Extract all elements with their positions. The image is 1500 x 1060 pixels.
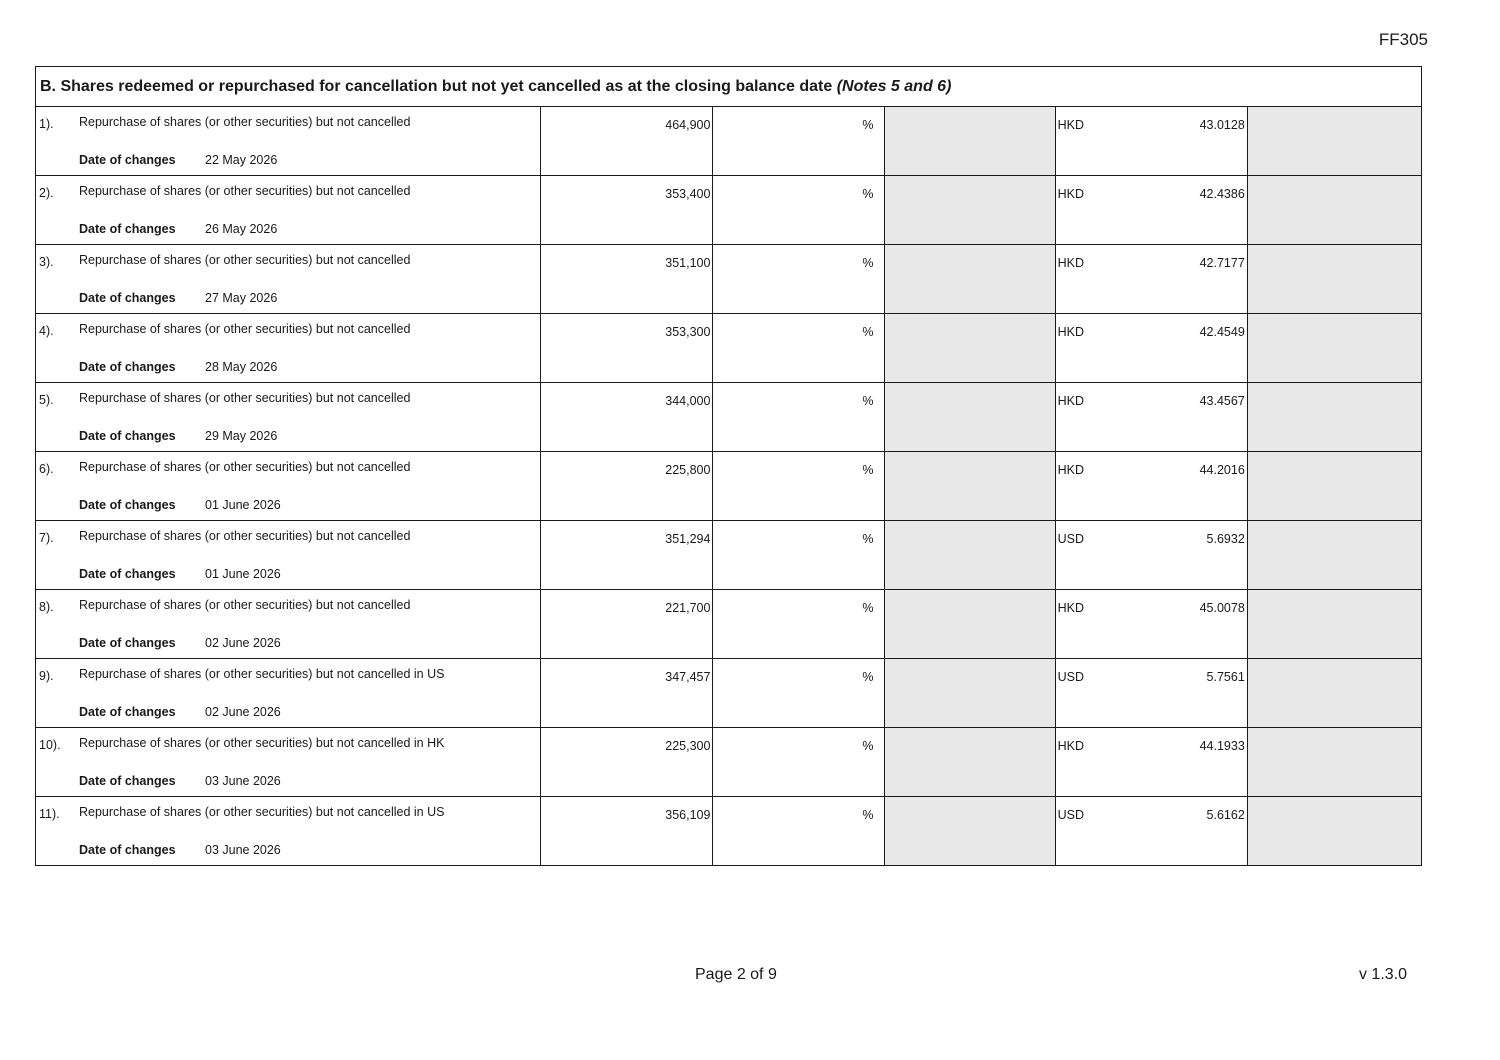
shares-cell	[541, 176, 713, 245]
date-of-changes-label: Date of changes	[79, 636, 176, 650]
description-cell	[36, 728, 541, 797]
date-of-changes-label: Date of changes	[79, 153, 176, 167]
date-of-changes-label: Date of changes	[79, 774, 176, 788]
percent-label: %	[862, 325, 874, 339]
shaded-cell	[1247, 590, 1421, 659]
price-value: 5.7561	[1206, 670, 1245, 684]
shares-cell	[541, 590, 713, 659]
percent-cell	[713, 797, 884, 866]
price-value: 44.2016	[1199, 463, 1245, 477]
percent-label: %	[862, 118, 874, 132]
table-row	[36, 659, 1422, 728]
shares-value: 225,800	[665, 463, 711, 477]
description-cell	[36, 245, 541, 314]
shaded-cell	[1247, 176, 1421, 245]
section-title	[36, 67, 1422, 107]
shares-cell	[541, 728, 713, 797]
date-of-changes-value: 26 May 2026	[205, 222, 278, 236]
shares-value: 464,900	[665, 118, 711, 132]
description-cell	[36, 383, 541, 452]
shaded-cell	[1247, 452, 1421, 521]
shares-value: 356,109	[665, 808, 711, 822]
price-cell	[1055, 176, 1247, 245]
percent-cell	[713, 383, 884, 452]
date-of-changes-label: Date of changes	[79, 429, 176, 443]
shaded-cell	[1247, 797, 1421, 866]
date-of-changes-label: Date of changes	[79, 222, 176, 236]
page-number: Page 2 of 9	[695, 966, 777, 983]
table-row	[36, 383, 1422, 452]
form-version: v 1.3.0	[1358, 966, 1407, 983]
price-value: 5.6162	[1206, 808, 1245, 822]
shaded-cell	[884, 659, 1055, 728]
date-of-changes-label: Date of changes	[79, 360, 176, 374]
shares-value: 351,294	[665, 532, 711, 546]
table-row	[36, 590, 1422, 659]
price-cell	[1055, 590, 1247, 659]
row-description: Repurchase of shares (or other securities) but not cancelled	[79, 253, 411, 267]
shaded-cell	[1247, 728, 1421, 797]
table-row	[36, 314, 1422, 383]
table-row	[36, 728, 1422, 797]
price-value: 43.4567	[1199, 394, 1245, 408]
date-of-changes-value: 02 June 2026	[205, 636, 281, 650]
price-value: 42.4549	[1199, 325, 1245, 339]
currency-code: HKD	[1057, 394, 1085, 408]
percent-cell	[713, 107, 884, 176]
price-cell	[1055, 452, 1247, 521]
shaded-cell	[884, 176, 1055, 245]
date-of-changes-label: Date of changes	[79, 843, 176, 857]
description-cell	[36, 452, 541, 521]
section-notes: (Notes 5 and 6)	[836, 77, 952, 95]
shares-cell	[541, 383, 713, 452]
shaded-cell	[1247, 383, 1421, 452]
currency-code: HKD	[1057, 118, 1085, 132]
section-title-text: B. Shares redeemed or repurchased for cancellation but not yet cancelled as at the closing balance date	[40, 77, 833, 95]
shaded-cell	[884, 590, 1055, 659]
row-description: Repurchase of shares (or other securities) but not cancelled	[79, 115, 411, 129]
shares-value: 221,700	[665, 601, 711, 615]
repurchase-table	[35, 66, 1422, 866]
percent-label: %	[862, 394, 874, 408]
percent-label: %	[862, 256, 874, 270]
percent-cell	[713, 659, 884, 728]
description-cell	[36, 314, 541, 383]
row-number: 4).	[39, 324, 54, 338]
description-cell	[36, 176, 541, 245]
percent-label: %	[862, 532, 874, 546]
row-description: Repurchase of shares (or other securities) but not cancelled	[79, 460, 411, 474]
date-of-changes-value: 02 June 2026	[205, 705, 281, 719]
price-cell	[1055, 659, 1247, 728]
row-number: 2).	[39, 186, 54, 200]
description-cell	[36, 521, 541, 590]
shaded-cell	[884, 314, 1055, 383]
percent-label: %	[862, 463, 874, 477]
shaded-cell	[1247, 521, 1421, 590]
currency-code: HKD	[1057, 325, 1085, 339]
price-cell	[1055, 797, 1247, 866]
shaded-cell	[884, 521, 1055, 590]
shaded-cell	[884, 452, 1055, 521]
price-value: 42.7177	[1199, 256, 1245, 270]
date-of-changes-value: 01 June 2026	[205, 567, 281, 581]
price-cell	[1055, 107, 1247, 176]
row-description: Repurchase of shares (or other securities) but not cancelled	[79, 529, 411, 543]
shaded-cell	[1247, 245, 1421, 314]
shaded-cell	[1247, 314, 1421, 383]
shares-cell	[541, 107, 713, 176]
shares-value: 351,100	[665, 256, 711, 270]
percent-cell	[713, 521, 884, 590]
percent-label: %	[862, 739, 874, 753]
description-cell	[36, 590, 541, 659]
date-of-changes-value: 28 May 2026	[205, 360, 278, 374]
price-value: 44.1933	[1199, 739, 1245, 753]
date-of-changes-value: 01 June 2026	[205, 498, 281, 512]
price-value: 5.6932	[1206, 532, 1245, 546]
row-number: 5).	[39, 393, 54, 407]
row-number: 1).	[39, 117, 54, 131]
price-value: 42.4386	[1199, 187, 1245, 201]
row-number: 10).	[39, 738, 61, 752]
row-number: 11).	[39, 807, 60, 821]
shaded-cell	[884, 383, 1055, 452]
currency-code: USD	[1057, 532, 1085, 546]
description-cell	[36, 659, 541, 728]
shares-value: 344,000	[665, 394, 711, 408]
currency-code: HKD	[1057, 463, 1085, 477]
price-cell	[1055, 314, 1247, 383]
row-number: 8).	[39, 600, 54, 614]
description-cell	[36, 107, 541, 176]
currency-code: USD	[1057, 808, 1085, 822]
date-of-changes-value: 03 June 2026	[205, 774, 281, 788]
price-cell	[1055, 245, 1247, 314]
date-of-changes-label: Date of changes	[79, 498, 176, 512]
shares-cell	[541, 797, 713, 866]
table-row	[36, 521, 1422, 590]
row-number: 3).	[39, 255, 54, 269]
percent-cell	[713, 590, 884, 659]
shares-cell	[541, 521, 713, 590]
currency-code: HKD	[1057, 256, 1085, 270]
row-description: Repurchase of shares (or other securities) but not cancelled	[79, 184, 411, 198]
date-of-changes-value: 27 May 2026	[205, 291, 278, 305]
shaded-cell	[1247, 659, 1421, 728]
shares-value: 353,400	[665, 187, 711, 201]
table-row	[36, 176, 1422, 245]
shares-cell	[541, 659, 713, 728]
shares-cell	[541, 314, 713, 383]
price-value: 45.0078	[1199, 601, 1245, 615]
shaded-cell	[884, 797, 1055, 866]
shaded-cell	[884, 107, 1055, 176]
percent-label: %	[862, 670, 874, 684]
date-of-changes-value: 22 May 2026	[205, 153, 278, 167]
table-row	[36, 107, 1422, 176]
price-cell	[1055, 728, 1247, 797]
percent-cell	[713, 314, 884, 383]
date-of-changes-value: 03 June 2026	[205, 843, 281, 857]
date-of-changes-label: Date of changes	[79, 705, 176, 719]
shaded-cell	[884, 245, 1055, 314]
row-description: Repurchase of shares (or other securities) but not cancelled	[79, 391, 411, 405]
row-description: Repurchase of shares (or other securities) but not cancelled	[79, 322, 411, 336]
table-row	[36, 245, 1422, 314]
percent-cell	[713, 245, 884, 314]
row-number: 6).	[39, 462, 54, 476]
table-row	[36, 452, 1422, 521]
percent-cell	[713, 728, 884, 797]
price-cell	[1055, 383, 1247, 452]
date-of-changes-label: Date of changes	[79, 567, 176, 581]
shaded-cell	[884, 728, 1055, 797]
price-cell	[1055, 521, 1247, 590]
shares-value: 353,300	[665, 325, 711, 339]
date-of-changes-label: Date of changes	[79, 291, 176, 305]
percent-cell	[713, 452, 884, 521]
row-description: Repurchase of shares (or other securities) but not cancelled in HK	[79, 736, 445, 750]
row-description: Repurchase of shares (or other securities) but not cancelled in US	[79, 667, 445, 681]
table-row	[36, 797, 1422, 866]
currency-code: HKD	[1057, 187, 1085, 201]
shares-cell	[541, 245, 713, 314]
form-code: FF305	[1378, 30, 1428, 49]
shares-value: 347,457	[665, 670, 711, 684]
date-of-changes-value: 29 May 2026	[205, 429, 278, 443]
row-description: Repurchase of shares (or other securities) but not cancelled in US	[79, 805, 445, 819]
row-description: Repurchase of shares (or other securities) but not cancelled	[79, 598, 411, 612]
section-header-row	[36, 67, 1422, 107]
shares-value: 225,300	[665, 739, 711, 753]
shaded-cell	[1247, 107, 1421, 176]
currency-code: USD	[1057, 670, 1085, 684]
row-number: 7).	[39, 531, 54, 545]
currency-code: HKD	[1057, 601, 1085, 615]
currency-code: HKD	[1057, 739, 1085, 753]
percent-label: %	[862, 187, 874, 201]
price-value: 43.0128	[1199, 118, 1245, 132]
percent-label: %	[862, 601, 874, 615]
shares-cell	[541, 452, 713, 521]
percent-cell	[713, 176, 884, 245]
percent-label: %	[862, 808, 874, 822]
row-number: 9).	[39, 669, 54, 683]
description-cell	[36, 797, 541, 866]
